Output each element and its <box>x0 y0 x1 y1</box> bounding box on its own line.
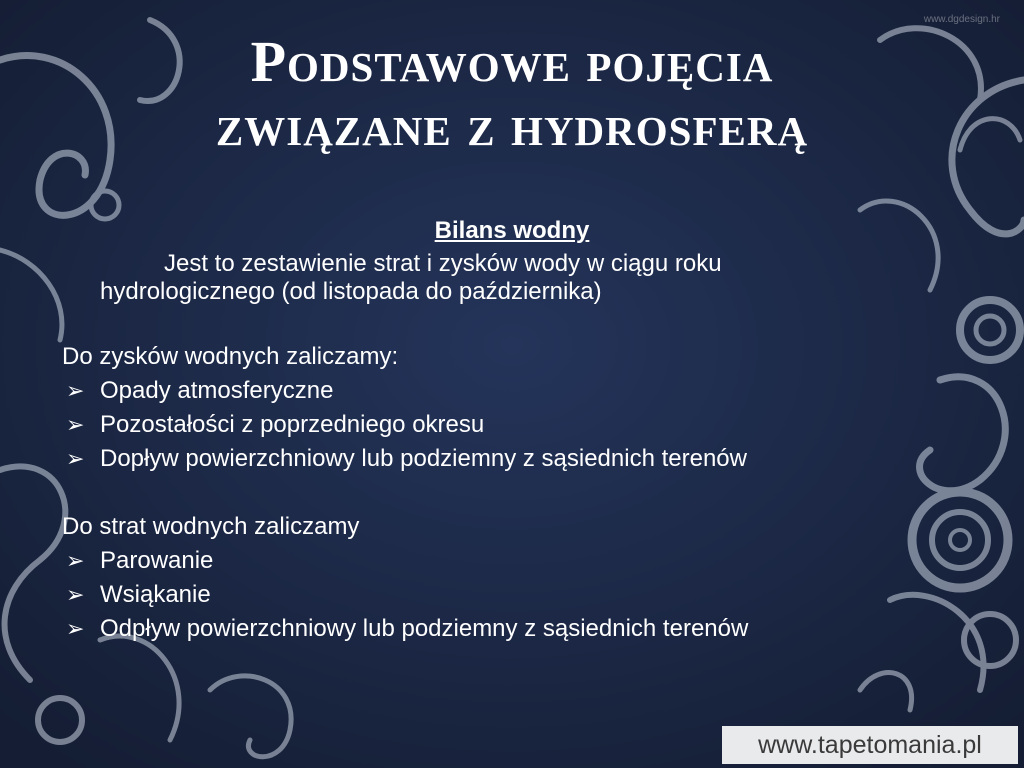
gains-list <box>62 374 892 476</box>
spacer <box>62 306 892 340</box>
spacer <box>62 476 892 510</box>
bottom-watermark: www.tapetomania.pl <box>722 726 1018 764</box>
subheading-bilans-wodny: Bilans wodny <box>434 217 590 244</box>
arrowhead-bullet-icon: ➢ <box>66 582 85 607</box>
slide-content <box>62 214 892 646</box>
list-item-text: Wsiąkanie <box>100 581 211 608</box>
title-line-1: Podstawowe pojęcia <box>250 29 774 94</box>
list-item <box>62 612 892 646</box>
list-item-text: Parowanie <box>100 547 214 574</box>
slide-title <box>100 30 924 158</box>
arrowhead-bullet-icon: ➢ <box>66 378 85 403</box>
list-item-text: Pozostałości z poprzedniego okresu <box>100 411 485 438</box>
definition-paragraph <box>62 250 892 306</box>
losses-lead: Do strat wodnych zaliczamy <box>62 513 360 540</box>
arrowhead-bullet-icon: ➢ <box>66 616 85 641</box>
definition-line-2: hydrologicznego (od listopada do października) <box>100 278 602 305</box>
losses-list <box>62 544 892 646</box>
list-item <box>62 374 892 408</box>
arrowhead-bullet-icon: ➢ <box>66 446 85 471</box>
title-line-2: związane z hydrosferą <box>215 93 809 158</box>
top-watermark: www.dgdesign.hr <box>923 14 1000 25</box>
arrowhead-bullet-icon: ➢ <box>66 412 85 437</box>
list-item-text: Opady atmosferyczne <box>100 377 334 404</box>
list-item-text: Odpływ powierzchniowy lub podziemny z sąsiednich terenów <box>100 615 749 642</box>
definition-line-1: Jest to zestawienie strat i zysków wody w ciągu roku <box>164 250 722 277</box>
list-item-text: Dopływ powierzchniowy lub podziemny z sąsiednich terenów <box>100 445 747 472</box>
gains-lead: Do zysków wodnych zaliczamy: <box>62 343 399 370</box>
list-item <box>62 544 892 578</box>
list-item <box>62 408 892 442</box>
list-item <box>62 442 892 476</box>
list-item <box>62 578 892 612</box>
arrowhead-bullet-icon: ➢ <box>66 548 85 573</box>
